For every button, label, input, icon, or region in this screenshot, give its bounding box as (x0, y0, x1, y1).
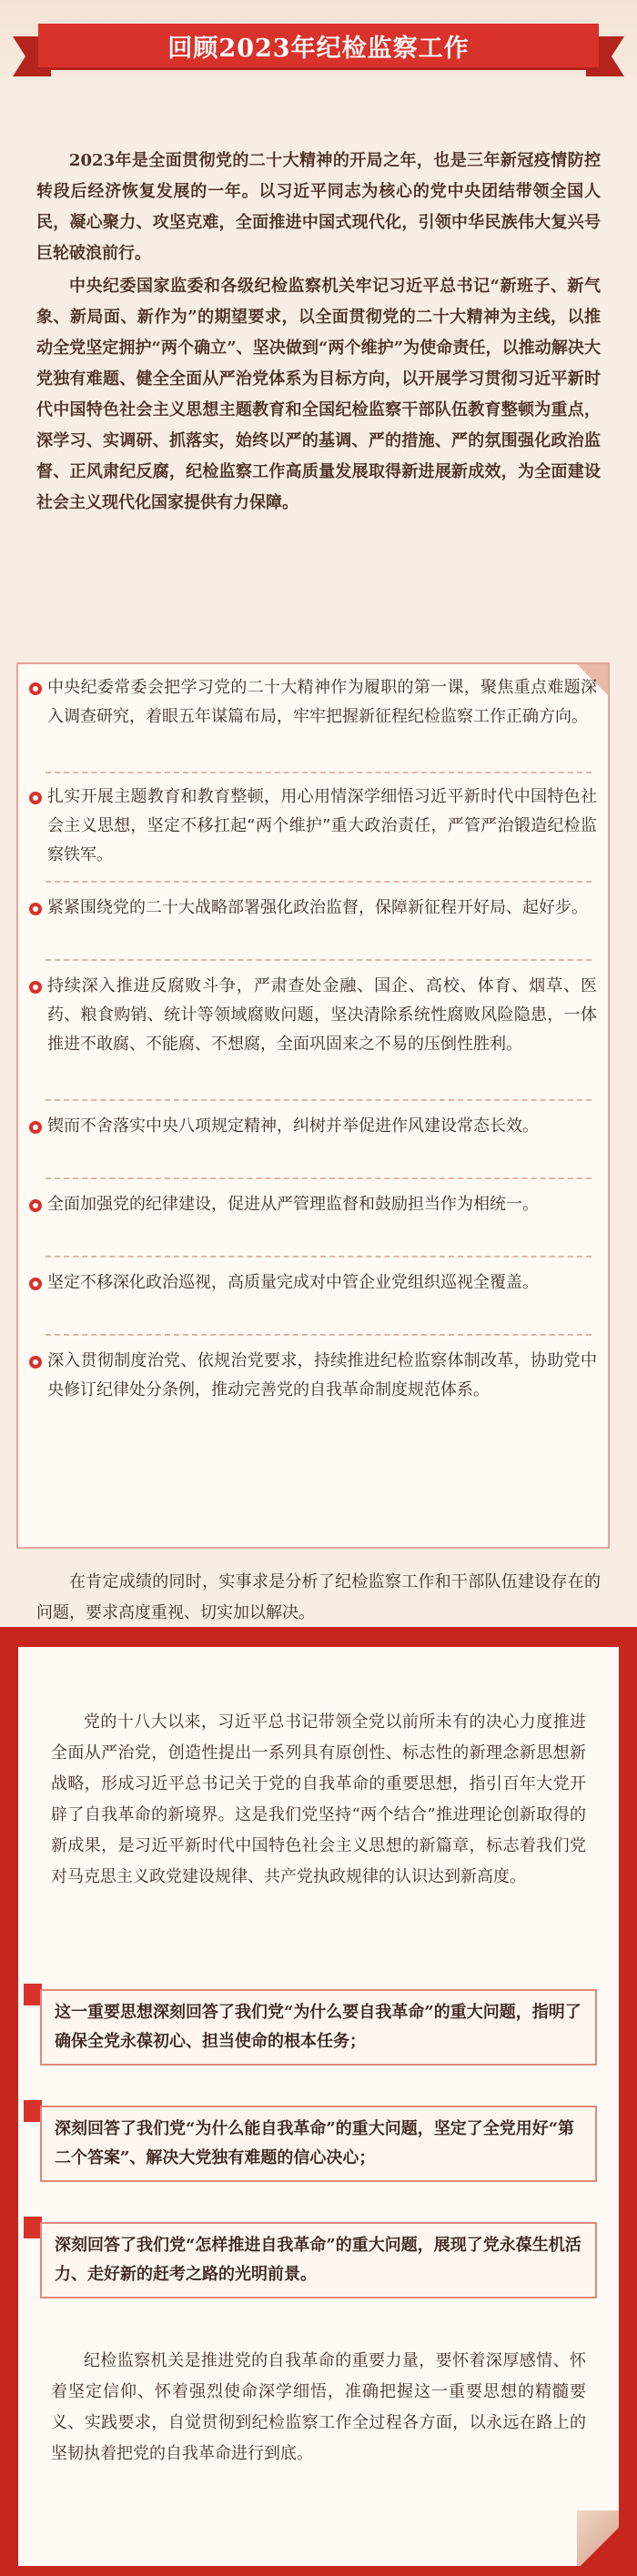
divider (46, 881, 592, 883)
highlight-box-2: 深刻回答了我们党“为什么能自我革命”的重大问题，坚定了全党用好“第二个答案”、解决大党独有难题的信心决心； (40, 2106, 597, 2182)
self-revolution-paragraph-1: 党的十八大以来，习近平总书记带领全党以前所未有的决心力度推进全面从严治党，创造性提出一系列具有原创性、标志性的新理念新思想新战略，形成习近平总书记关于党的自我革命的重要思想，指引百年大党开辟了自我革命的新境界。这是我们党坚持“两个结合”推进理论创新取得的新成果，是习近平新时代中国特色社会主义思想的新篇章，标志着我们党对马克思主义政党建设规律、共产党执政规律的认识达到新高度。 (51, 1712, 586, 1886)
bullet-dot-icon (29, 1356, 42, 1369)
divider (46, 772, 592, 773)
achievement-item-3: 紧紧围绕党的二十大战略部署强化政治监督，保障新征程开好局、起好步。 (47, 898, 588, 917)
title-ribbon (0, 16, 637, 80)
bullet-dot-icon (29, 903, 42, 915)
achievement-item-7: 坚定不移深化政治巡视，高质量完成对中管企业党组织巡视全覆盖。 (47, 1273, 539, 1292)
bullet-dot-icon (29, 682, 42, 695)
red-flag-icon (24, 1984, 42, 2005)
highlight-box-3: 深刻回答了我们党“怎样推进自我革命”的重大问题，展现了党永葆生机活力、走好新的赶考之路的光明前景。 (40, 2222, 597, 2298)
divider (46, 1177, 592, 1179)
achievements-box (16, 662, 610, 1549)
achievement-item-8: 深入贯彻制度治党、依规治党要求，持续推进纪检监察体制改革，协助党中央修订纪律处分条例，推动完善党的自我革命制度规范体系。 (47, 1351, 597, 1399)
red-flag-icon (24, 2217, 42, 2238)
closing-paragraph: 在肯定成绩的同时，实事求是分析了纪检监察工作和干部队伍建设存在的问题，要求高度重视、切实加以解决。 (36, 1572, 601, 1622)
achievement-item-6: 全面加强党的纪律建设，促进从严管理监督和鼓励担当作为相统一。 (47, 1195, 539, 1214)
page-title: 回顾2023年纪检监察工作 (38, 24, 599, 67)
divider (46, 1334, 592, 1336)
divider (46, 1256, 592, 1258)
achievement-item-1: 中央纪委常委会把学习党的二十大精神作为履职的第一课，聚焦重点难题深入调查研究，着眼五年谋篇布局，牢牢把握新征程纪检监察工作正确方向。 (47, 678, 597, 726)
achievement-item-4: 持续深入推进反腐败斗争，严肃查处金融、国企、高校、体育、烟草、医药、粮食购销、统计等领域腐败问题，坚决清除系统性腐败风险隐患，一体推进不敢腐、不能腐、不想腐，全面巩固来之不易的压倒性胜利。 (47, 976, 597, 1054)
bullet-dot-icon (29, 792, 42, 804)
intro-paragraph-2: 中央纪委国家监委和各级纪检监察机关牢记习近平总书记“新班子、新气象、新局面、新作为”的期望要求，以全面贯彻党的二十大精神为主线，以推动全党坚定拥护“两个确立”、坚决做到“两个维护”为使命责任，以推动解决大党独有难题、健全全面从严治党体系为目标方向，以开展学习贯彻习近平新时代中国特色社会主义思想主题教育和全国纪检监察干部队伍教育整顿为重点，深学习、实调研、抓落实，始终以严的基调、严的措施、严的氛围强化政治监督、正风肃纪反腐，纪检监察工作高质量发展取得新进展新成效，为全面建设社会主义现代化国家提供有力保障。 (36, 277, 601, 512)
achievement-item-2: 扎实开展主题教育和教育整顿，用心用情深学细悟习近平新时代中国特色社会主义思想，坚定不移扛起“两个维护”重大政治责任，严管严治锻造纪检监察铁军。 (47, 787, 597, 864)
divider (46, 1099, 592, 1101)
page-curl-decoration (577, 2510, 619, 2566)
bullet-dot-icon (29, 1121, 42, 1134)
bullet-dot-icon (29, 1199, 42, 1212)
self-revolution-paragraph-2: 纪检监察机关是推进党的自我革命的重要力量，要怀着深厚感情、怀着坚定信仰、怀着强烈使命深学细悟，准确把握这一重要思想的精髓要义、实践要求，自觉贯彻到纪检监察工作全过程各方面，以永远在路上的坚韧执着把党的自我革命进行到底。 (51, 2351, 586, 2463)
bullet-dot-icon (29, 1278, 42, 1290)
divider (46, 959, 592, 961)
intro-paragraph-1: 2023年是全面贯彻党的二十大精神的开局之年，也是三年新冠疫情防控转段后经济恢复发展的一年。以习近平同志为核心的党中央团结带领全国人民，凝心聚力、攻坚克难，全面推进中国式现代化，引领中华民族伟大复兴号巨轮破浪前行。 (36, 151, 601, 263)
achievement-item-5: 锲而不舍落实中央八项规定精神，纠树并举促进作风建设常态长效。 (47, 1116, 539, 1136)
highlight-box-1: 这一重要思想深刻回答了我们党“为什么要自我革命”的重大问题，指明了确保全党永葆初心、担当使命的根本任务； (40, 1989, 597, 2066)
red-flag-icon (24, 2100, 42, 2122)
bullet-dot-icon (29, 981, 42, 994)
